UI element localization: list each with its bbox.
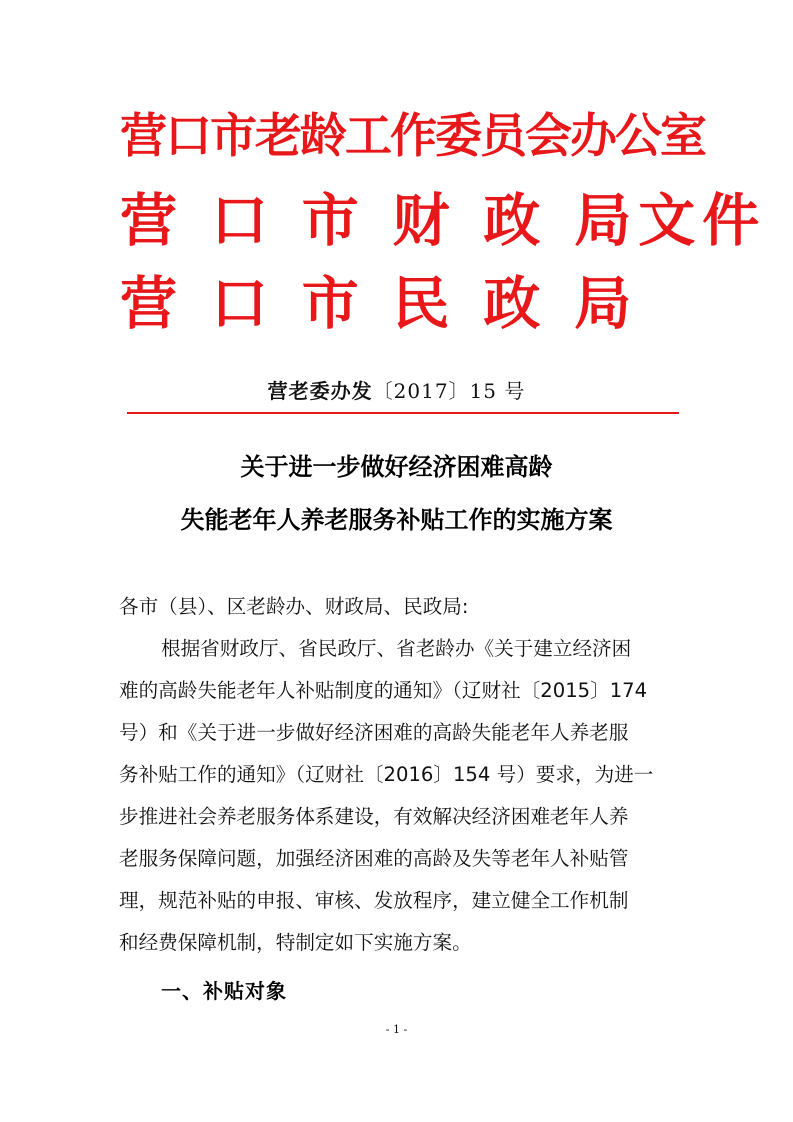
paragraph-line: 步推进社会养老服务体系建设，有效解决经济困难老年人养 bbox=[119, 805, 629, 828]
paragraph-line: 根据省财政厅、省民政厅、省老龄办《关于建立经济困 bbox=[161, 637, 632, 660]
paragraph-line: 务补贴工作的通知》（辽财社〔2016〕154 号）要求，为进一 bbox=[119, 763, 654, 786]
paragraph-line: 号）和《关于进一步做好经济困难的高龄失能老年人养老服 bbox=[119, 721, 629, 744]
document-number bbox=[0, 375, 793, 404]
issuer-line-aging-committee: 营口市老龄工作委员会办公室 bbox=[120, 109, 705, 164]
issuer-line-civil-affairs: 营 口 市 民 政 局 bbox=[120, 270, 639, 337]
document-title-line-2: 失能老年人养老服务补贴工作的实施方案 bbox=[180, 505, 613, 534]
paragraph-line: 难的高龄失能老年人补贴制度的通知》（辽财社〔2015〕174 bbox=[119, 679, 648, 702]
paragraph-line: 和经费保障机制，特制定如下实施方案。 bbox=[119, 931, 472, 954]
issuer-line-finance-bureau: 营 口 市 财 政 局文件 bbox=[120, 187, 767, 254]
document-number-rest: 〔2017〕15 号 bbox=[372, 379, 526, 403]
page-number: - 1 - bbox=[385, 1023, 408, 1036]
document-title-line-1: 关于进一步做好经济困难高龄 bbox=[240, 452, 553, 481]
red-separator-line bbox=[127, 412, 679, 414]
document-number-prefix: 营老委办发 bbox=[267, 379, 373, 403]
section-heading-subsidy-recipients: 一、补贴对象 bbox=[161, 979, 287, 1003]
paragraph-line: 理，规范补贴的申报、审核、发放程序，建立健全工作机制 bbox=[119, 889, 629, 912]
salutation-text: 各市（县）、区老龄办、财政局、民政局: bbox=[119, 595, 469, 618]
paragraph-line: 老服务保障问题，加强经济困难的高龄及失等老年人补贴管 bbox=[119, 847, 629, 870]
